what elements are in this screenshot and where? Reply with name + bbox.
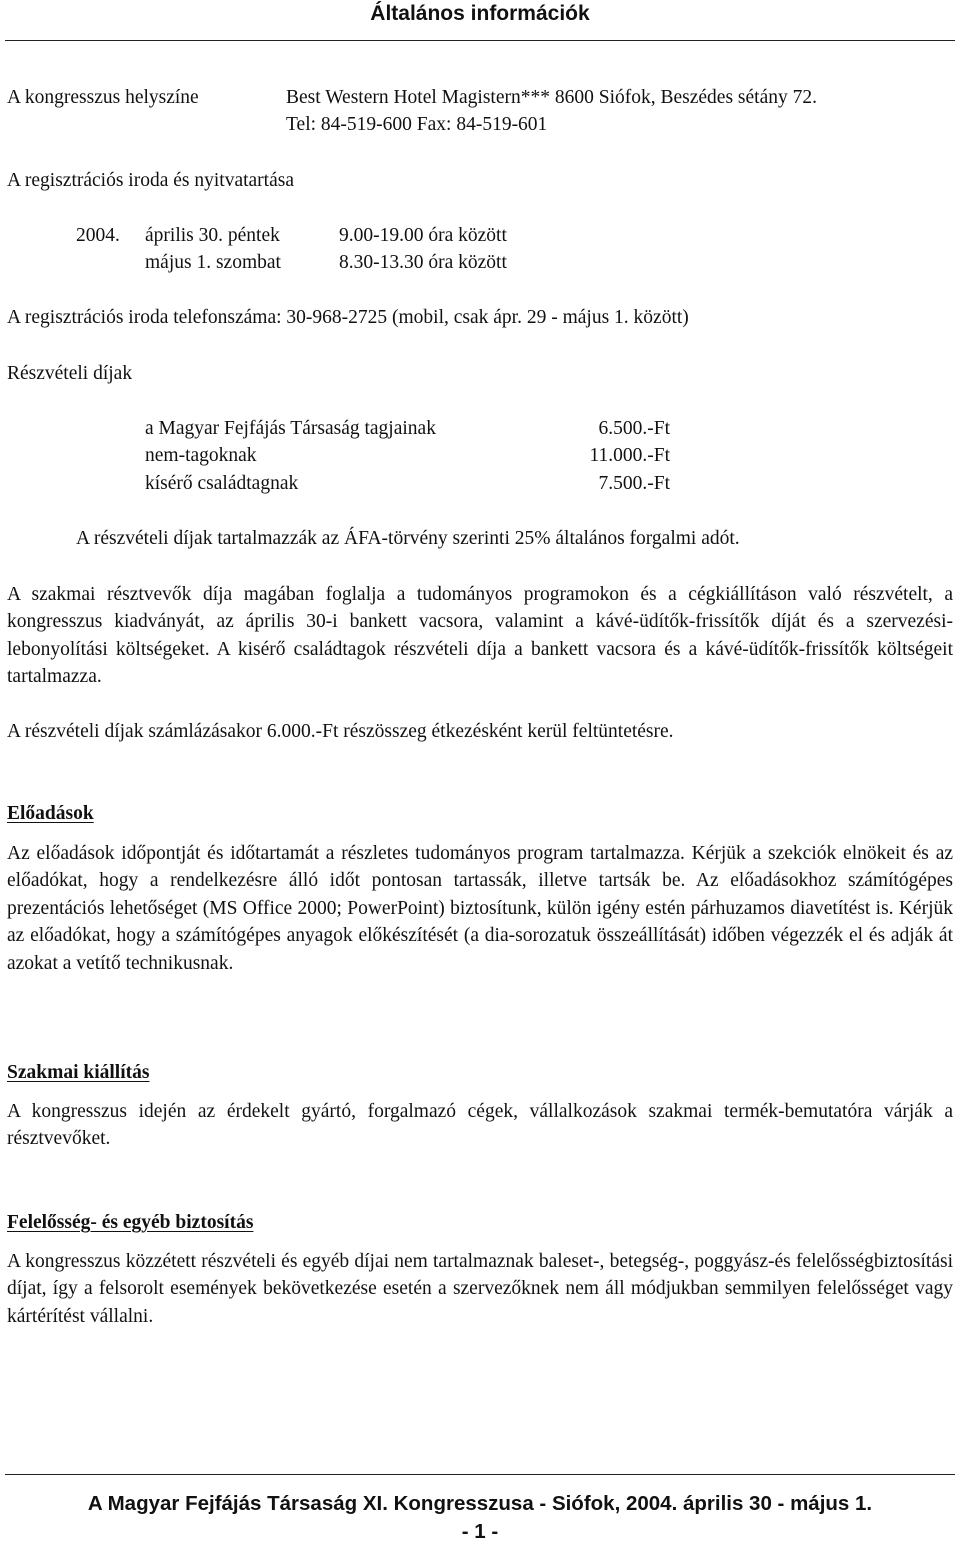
footer-divider (5, 1474, 955, 1475)
fees-paragraph: A szakmai résztvevők díja magában foglalja a tudományos programokon és a cégkiállításon való részvételt, a kongresszus kiadványát, az április 30-i bankett vacsora, valamint a kávé-üdítők-frissítők díját és a szervezési-lebonyolítási költségeket. A kisérő családtagok részvételi díja a bankett vacsora és a kávé-üdítők-frissítők költségeit tartalmazza. (7, 584, 953, 688)
registration-year: 2004. (76, 225, 120, 246)
fee-label-nonmembers: nem-tagoknak (145, 445, 257, 466)
registration-day-1: április 30. péntek (145, 225, 280, 246)
fee-label-companion: kísérő családtagnak (145, 473, 299, 494)
venue-phone-fax: Tel: 84-519-600 Fax: 84-519-601 (286, 114, 548, 135)
registration-heading: A regisztrációs iroda és nyitvatartása (7, 170, 294, 191)
header-divider (5, 40, 955, 41)
registration-hours-2: 8.30-13.30 óra között (339, 252, 507, 273)
page-number: - 1 - (461, 1520, 499, 1543)
fees-invoice-note: A részvételi díjak számlázásakor 6.000.-Ft részösszeg étkezésként kerül feltüntetésre. (7, 721, 674, 742)
fee-label-members: a Magyar Fejfájás Társaság tagjainak (145, 418, 436, 439)
page-title: Általános információk (370, 2, 590, 25)
registration-day-2: május 1. szombat (145, 252, 281, 273)
footer-text: A Magyar Fejfájás Társaság XI. Kongresszusa - Siófok, 2004. április 30 - május 1. (87, 1492, 873, 1515)
fee-amount-nonmembers: 11.000.-Ft (589, 445, 670, 466)
venue-label: A kongresszus helyszíne (7, 87, 199, 108)
registration-hours-1: 9.00-19.00 óra között (339, 225, 507, 246)
fees-heading: Részvételi díjak (7, 363, 133, 384)
insurance-heading: Felelősség- és egyéb biztosítás (7, 1212, 254, 1233)
venue-address: Best Western Hotel Magistern*** 8600 Siófok, Beszédes sétány 72. (286, 87, 817, 108)
registration-phone: A regisztrációs iroda telefonszáma: 30-968-2725 (mobil, csak ápr. 29 - május 1. között) (7, 307, 689, 328)
exhibition-paragraph: A kongresszus idején az érdekelt gyártó, forgalmazó cégek, vállalkozások szakmai termék-bemutatóra várják a résztvevőket. (7, 1101, 953, 1150)
fee-amount-members: 6.500.-Ft (598, 418, 670, 439)
insurance-paragraph: A kongresszus közzétett részvételi és egyéb díjai nem tartalmaznak baleset-, betegség-, poggyász-és felelősségbiztosítási díjat, így a felsorolt események bekövetkezése esetén a szervezőknek nem áll módjukban semmilyen felelősséget vagy kártérítést vállalni. (7, 1251, 953, 1327)
lectures-paragraph: Az előadások időpontját és időtartamát a részletes tudományos program tartalmazza. Kérjük a szekciók elnökeit és az előadókat, hogy a rendelkezésre álló időt pontosan tartassák, illetve tartsák be. Az előadásokhoz számítógépes prezentációs lehetőséget (MS Office 2000; PowerPoint) biztosítunk, külön igény estén párhuzamos diavetítést is. Kérjük az előadókat, hogy a számítógépes anyagok előkészítését (a dia-sorozatuk összeállítását) időben végezzék el és adják át azokat a vetítő technikusnak. (7, 843, 953, 974)
exhibition-heading: Szakmai kiállítás (7, 1062, 150, 1083)
fees-vat-note: A részvételi díjak tartalmazzák az ÁFA-törvény szerinti 25% általános forgalmi adót. (76, 528, 740, 549)
lectures-heading: Előadások (7, 803, 94, 824)
fee-amount-companion: 7.500.-Ft (598, 473, 670, 494)
